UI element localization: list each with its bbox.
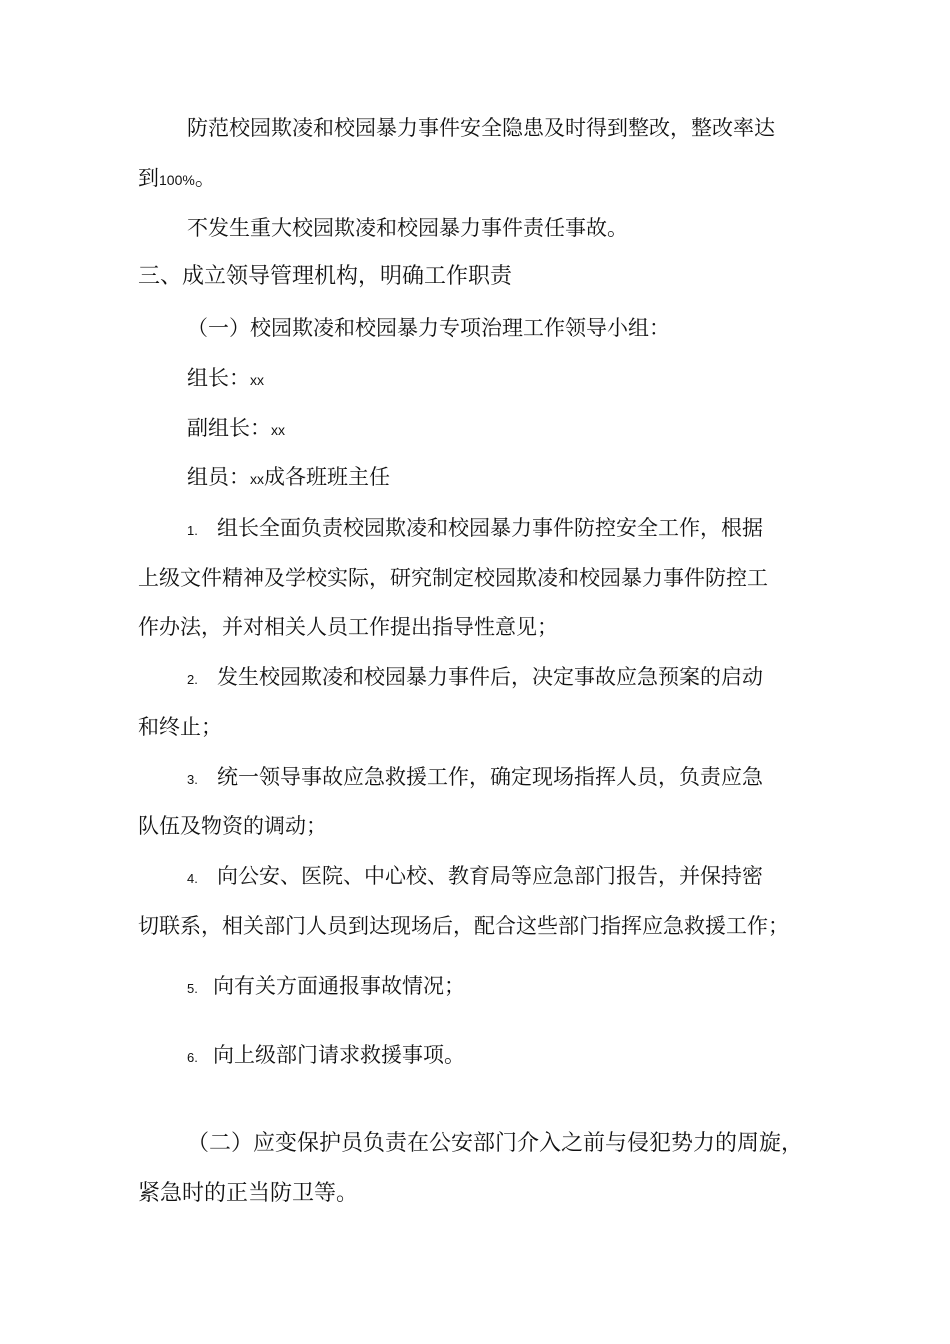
list-number: 3. xyxy=(187,772,198,787)
text-to: 到 xyxy=(138,166,159,190)
leader-line xyxy=(187,363,264,395)
paragraph-rectification-line2 xyxy=(138,163,216,195)
list-item-text: 向公安、医院、中心校、教育局等应急部门报告，并保持密 xyxy=(217,864,763,888)
leader-label: 组长： xyxy=(187,366,250,390)
list-item-3-line2: 队伍及物资的调动； xyxy=(138,814,327,838)
list-number: 2. xyxy=(187,672,198,687)
members-label: 组员： xyxy=(187,465,250,489)
members-value: xx xyxy=(250,471,264,487)
subsection-1-heading: （一）校园欺凌和校园暴力专项治理工作领导小组： xyxy=(187,316,670,340)
list-item-2-line1 xyxy=(187,662,763,695)
list-item-text: 向有关方面通报事故情况； xyxy=(213,974,465,998)
list-item-text: 向上级部门请求救援事项。 xyxy=(213,1043,465,1067)
deputy-value: xx xyxy=(271,422,285,438)
list-item-2-line2: 和终止； xyxy=(138,715,222,739)
subsection-2-line2: 紧急时的正当防卫等。 xyxy=(138,1181,359,1206)
members-line xyxy=(187,462,390,494)
list-item-6 xyxy=(187,1040,465,1073)
paragraph-rectification-line1: 防范校园欺凌和校园暴力事件安全隐患及时得到整改，整改率达 xyxy=(187,116,775,140)
subsection-2-line1: （二）应变保护员负责在公安部门介入之前与侵犯势力的周旋， xyxy=(187,1131,804,1156)
deputy-line xyxy=(187,413,285,445)
list-item-1-line1 xyxy=(187,513,763,546)
list-item-5 xyxy=(187,971,465,1004)
leader-value: xx xyxy=(250,372,264,388)
list-item-text: 统一领导事故应急救援工作，确定现场指挥人员，负责应急 xyxy=(217,765,763,789)
list-number: 1. xyxy=(187,523,198,538)
list-item-text: 发生校园欺凌和校园暴力事件后，决定事故应急预案的启动 xyxy=(217,665,763,689)
section-3-heading: 三、成立领导管理机构，明确工作职责 xyxy=(138,264,513,289)
list-item-text: 组长全面负责校园欺凌和校园暴力事件防控安全工作，根据 xyxy=(217,516,763,540)
list-number: 4. xyxy=(187,871,198,886)
list-item-1-line3: 作办法，并对相关人员工作提出指导性意见； xyxy=(138,615,558,639)
members-rest: 成各班班主任 xyxy=(264,465,390,489)
period: 。 xyxy=(194,166,216,190)
list-item-4-line1 xyxy=(187,861,763,894)
deputy-label: 副组长： xyxy=(187,416,271,440)
list-item-1-line2: 上级文件精神及学校实际，研究制定校园欺凌和校园暴力事件防控工 xyxy=(138,566,768,590)
list-number: 6. xyxy=(187,1050,198,1065)
rate-percent: 100% xyxy=(159,172,195,188)
list-number: 5. xyxy=(187,981,198,996)
list-item-3-line1 xyxy=(187,762,763,795)
list-item-4-line2: 切联系，相关部门人员到达现场后，配合这些部门指挥应急救援工作； xyxy=(138,914,789,938)
paragraph-no-accident: 不发生重大校园欺凌和校园暴力事件责任事故。 xyxy=(187,216,628,240)
